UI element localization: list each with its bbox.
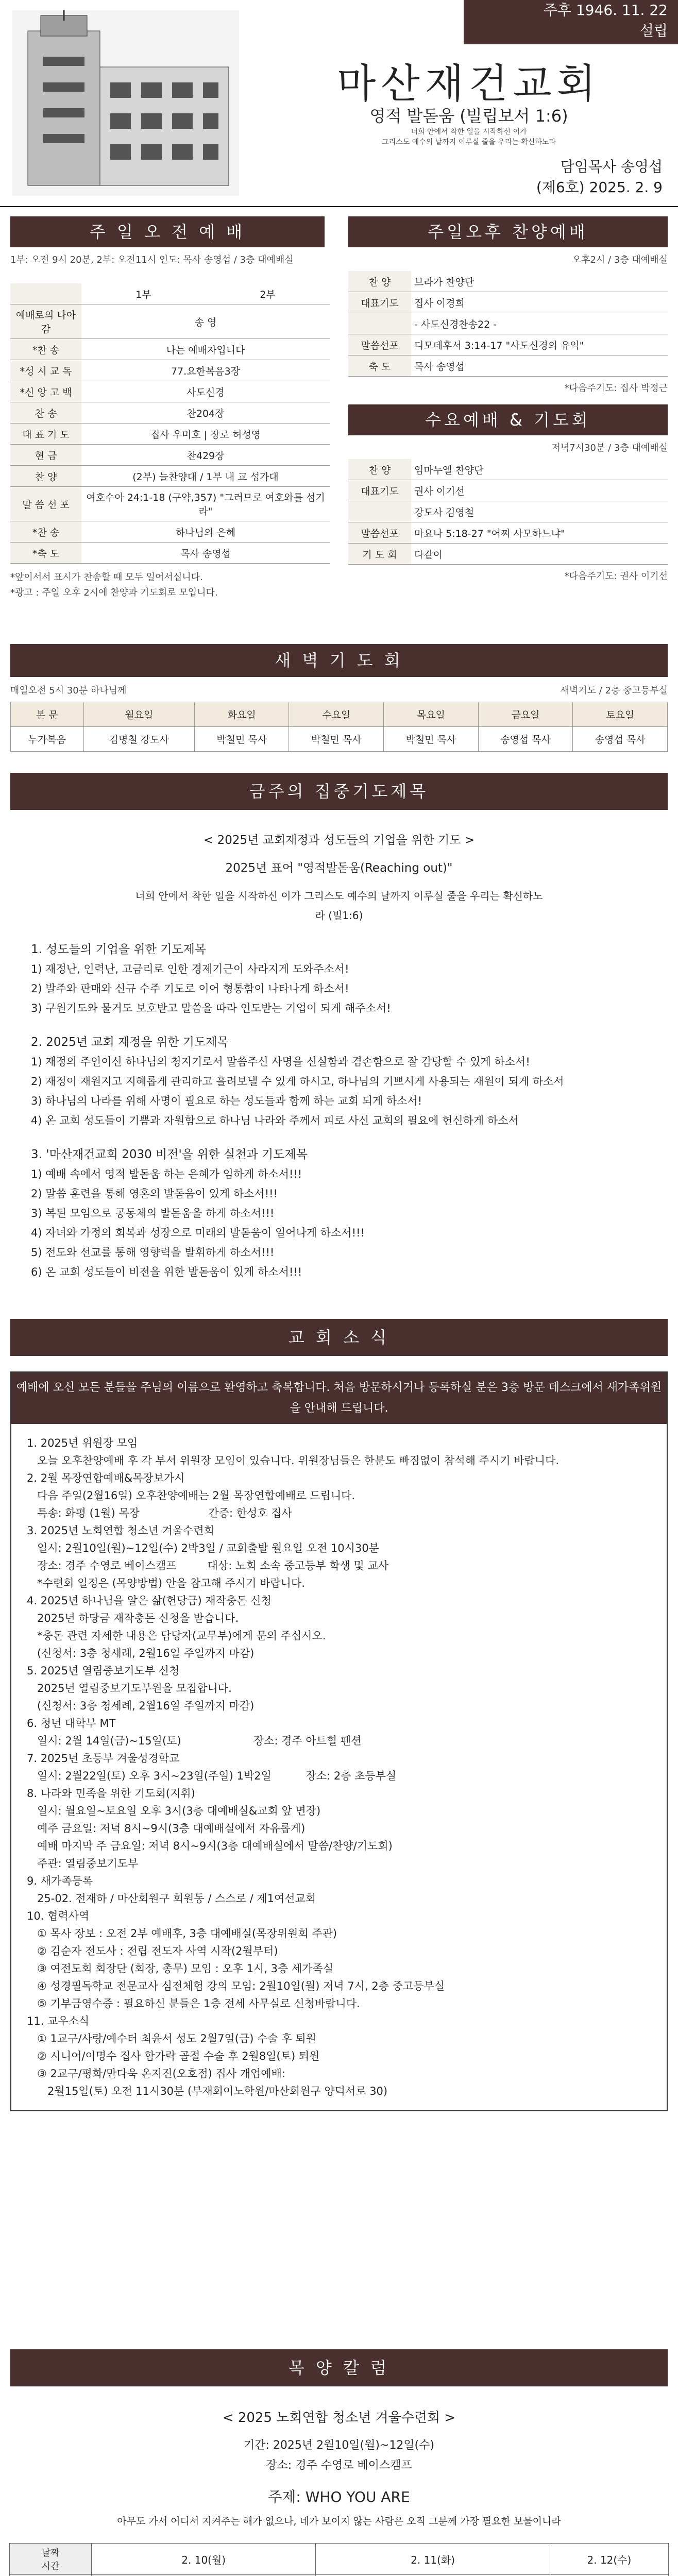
order-value: 송 영 [81, 304, 330, 339]
news-line: ③ 여전도회 회장단 (회장, 총무) 모임 : 오후 1시, 3층 세가족실 [27, 1962, 334, 1975]
morning-order-rows [10, 304, 330, 564]
afternoon-footnote: *다음주기도: 집사 박정근 [564, 383, 668, 394]
schedule-verse: 아무도 가서 어디서 지켜주는 해가 없으나, 네가 보이지 않는 사람은 오직 그분께 가장 필요한 보물이니라 [117, 2516, 561, 2527]
news-line: 8. 나라와 민족을 위한 기도회(지휘) [27, 1787, 195, 1800]
order-value: 다같이 [411, 544, 668, 565]
schedule-theme: 주제: WHO YOU ARE [268, 2488, 410, 2505]
table-cell: 김명철 강도사 [83, 727, 194, 752]
worship-order-row [348, 501, 668, 522]
order-label: *성 시 교 독 [10, 360, 81, 381]
header-verse [289, 127, 649, 147]
news-line: 예주 금요일: 저녁 8시~9시(3층 대예배실에서 자유롭게) [27, 1822, 306, 1835]
order-label: 대표기도 [348, 480, 411, 501]
morning-worship-section [0, 216, 335, 599]
order-label: 예배로의 나아감 [10, 304, 81, 339]
topic-item: 3) 하나님의 나라를 위해 사명이 필요로 하는 성도들과 함께 하는 교회 되게 하소서! [31, 1095, 422, 1107]
news-line: 2월15일(토) 오전 11시30분 (부재회이노학원/마산회원구 양덕서로 30) [27, 2085, 388, 2097]
order-value: 브라가 찬양단 [411, 271, 668, 292]
prayer-topics-section [0, 773, 678, 1287]
order-label: *신 앙 고 백 [10, 381, 81, 402]
order-label: *찬 송 [10, 521, 81, 543]
worship-order-row [10, 304, 330, 339]
order-value: 목사 송영섭 [81, 543, 330, 564]
topic-item: 4) 자녀와 가정의 회복과 성장으로 미래의 발돋움이 일어나게 하소서!!! [31, 1227, 365, 1239]
morning-footnote: *앞이서서 표시가 찬송할 때 모두 일어서십니다. [10, 572, 203, 583]
order-value: (2부) 늘찬양대 / 1부 내 교 성가대 [81, 466, 330, 487]
order-value: 77.요한복음3장 [81, 360, 330, 381]
news-line: (신청서: 3층 청세례, 2월16일 주일까지 마감) [27, 1647, 255, 1659]
prayer-header-row [11, 702, 668, 727]
worship-order-row [10, 423, 330, 445]
bulletin-motto: 영적 발돋움 (빌립보서 1:6) [369, 106, 568, 126]
prayer-topics-body [0, 810, 678, 1287]
column-header: 화요일 [194, 702, 289, 727]
issue-number: (제6호) 2025. 2. 9 [536, 179, 663, 196]
table-cell: 송영섭 목사 [573, 727, 668, 752]
header-verse-line: 그리스도 예수의 날까지 이루실 줄을 우리는 확신하노라 [382, 138, 556, 146]
topic-item: 1) 재정난, 인력난, 고금리로 인한 경제기근이 사라지게 도와주소서! [31, 963, 349, 975]
worship-order-row [348, 459, 668, 480]
column-header: 1부 [81, 283, 206, 304]
news-line: *충돈 관련 자세한 내용은 담당자(교무부)에게 문의 주십시오. [27, 1630, 326, 1642]
column-header: 금요일 [478, 702, 573, 727]
news-line: 6. 청년 대학부 MT [27, 1717, 116, 1730]
worship-order-row [10, 466, 330, 487]
table-cell: 박철민 목사 [384, 727, 479, 752]
news-list [27, 1434, 651, 2100]
topics-subtitle: < 2025년 교회재정과 성도들의 기업을 위한 기도 > [204, 834, 474, 847]
worship-order-row [348, 522, 668, 544]
schedule-subtitle: < 2025 노회연합 청소년 겨울수련회 > [222, 2410, 456, 2426]
prayer-note-left: 매일오전 5시 30분 하나님께 [10, 685, 127, 696]
table-cell: 누가복음 [11, 727, 84, 752]
worship-order-row [10, 360, 330, 381]
church-name: 마산재건교회 [336, 61, 601, 107]
topic-heading: 2. 2025년 교회 재정을 위한 기도제목 [31, 1036, 229, 1049]
bulletin-header [0, 0, 678, 207]
news-line: 특송: 화평 (1월) 목장 간증: 한성호 집사 [27, 1507, 292, 1519]
order-label: 기 도 회 [348, 544, 411, 565]
church-building-image [12, 10, 239, 196]
topics-motto-verse: 너희 안에서 착한 일을 시작하신 이가 그리스도 예수의 날까지 이루실 줄을 우리는 확신하노라 (빌1:6) [135, 890, 543, 922]
day-header: 2. 11(화) [316, 2544, 550, 2575]
order-value: 목사 송영섭 [411, 355, 668, 377]
news-line: *수련회 일정은 (목양방법) 안을 참고해 주시기 바랍니다. [27, 1577, 305, 1589]
morning-footnote: *광고 : 주일 오후 2시에 찬양과 기도회로 모입니다. [10, 587, 218, 598]
order-label: 현 금 [10, 445, 81, 466]
news-line: ③ 2교구/평화/만다욱 온지진(오호점) 집사 개업예배: [27, 2067, 285, 2080]
afternoon-note: 오후2시 / 3층 대예배실 [572, 255, 668, 265]
schedule-place: 장소: 경주 수영로 베이스캠프 [266, 2459, 412, 2472]
section-title: 주 일 오 전 예 배 [10, 216, 325, 247]
news-line: 5. 2025년 열림중보기도부 신청 [27, 1665, 180, 1677]
day-header: 2. 10(월) [92, 2544, 316, 2575]
order-value: 집사 이경희 [411, 292, 668, 313]
news-line: 일시: 2월 14일(금)~15일(토) 장소: 경주 아트힐 펜션 [27, 1735, 362, 1747]
column-header: 2부 [206, 283, 330, 304]
order-label: 말씀선포 [348, 334, 411, 355]
section-title: 새 벽 기 도 회 [10, 644, 668, 677]
order-label [348, 313, 411, 334]
founding-date: 주후 1946. 11. 22 [543, 2, 668, 19]
news-line: 1. 2025년 위원장 모임 [27, 1437, 138, 1449]
worship-order-row [10, 339, 330, 360]
news-line: 4. 2025년 하나님을 알은 삶(헌당금) 재작충돈 신청 [27, 1595, 272, 1607]
worship-order-row [10, 381, 330, 402]
news-line: 2025년 하당금 재작충돈 신청을 받습니다. [27, 1612, 239, 1624]
corner-bottom: 시간 [41, 2561, 60, 2572]
schedule-corner [10, 2544, 92, 2575]
news-line: 일시: 2월10일(월)~12일(수) 2박3일 / 교회출발 월요일 오전 10시30분 [27, 1542, 379, 1554]
order-label [348, 501, 411, 522]
worship-order-row [348, 480, 668, 501]
order-label: 찬 양 [10, 466, 81, 487]
news-line: 오늘 오후찬양예배 후 각 부서 위원장 모임이 있습니다. 위원장님들은 한분도 빠짐없이 참석해 주시기 바랍니다. [27, 1454, 560, 1467]
morning-note: 1부: 오전 9시 20분, 2부: 오전11시 인도: 목사 송영섭 / 3층 대예배실 [10, 255, 294, 265]
schedule-period: 기간: 2025년 2월10일(월)~12일(수) [243, 2439, 435, 2452]
pastor-name: 담임목사 송영섭 [560, 158, 663, 175]
dawn-prayer-section [0, 644, 678, 752]
order-value: 찬429장 [81, 445, 330, 466]
news-line: ⑤ 기부금영수증 : 필요하신 분들은 1층 전세 사무실로 신청바랍니다. [27, 1997, 360, 2010]
topic-item: 2) 발주와 판매와 신규 수주 기도로 이어 형통함이 나타나게 하소서! [31, 982, 349, 995]
order-value: 집사 우미호 | 장로 허성영 [81, 423, 330, 445]
news-line: 2025년 열림중보기도부원을 모집합니다. [27, 1682, 232, 1694]
order-label: 찬 양 [348, 271, 411, 292]
news-lead: 예배에 오신 모든 분들을 주님의 이름으로 환영하고 축복합니다. 처음 방문하시거나 등록하실 분은 3층 방문 데스크에서 새가족위원을 안내해 드립니다. [11, 1372, 667, 1424]
topics-motto: 2025년 표어 "영적발돋움(Reaching out)" [225, 861, 453, 875]
order-label: 찬 양 [348, 459, 411, 480]
order-label: 대표기도 [348, 292, 411, 313]
prayer-leader-row [11, 727, 668, 752]
news-line: ② 시니어/이명수 집사 함가락 골절 수술 후 2월8일(토) 퇴원 [27, 2050, 320, 2062]
order-value: 여호수아 24:1-18 (구약,357) "그러므로 여호와를 섬기라" [81, 487, 330, 521]
side-worship-section [343, 216, 678, 586]
section-title: 주일오후 찬양예배 [348, 216, 668, 247]
topic-item: 4) 온 교회 성도들이 기쁨과 자원함으로 하나님 나라와 주께서 피로 사신 교회의 필요에 헌신하게 하소서 [31, 1114, 519, 1127]
order-label: 말씀선포 [348, 522, 411, 544]
worship-order-row [10, 487, 330, 521]
order-value: - 사도신경찬송22 - [411, 313, 668, 334]
news-line: ① 목사 장보 : 오전 2부 예배후, 3층 대예배실(목장위원회 주관) [27, 1927, 337, 1940]
news-line: (신청서: 3층 청세례, 2월16일 주일까지 마감) [27, 1700, 255, 1712]
news-line: 11. 교우소식 [27, 2015, 90, 2027]
worship-order-row [348, 334, 668, 355]
order-value: 사도신경 [81, 381, 330, 402]
worship-order-row [348, 271, 668, 292]
prayer-notes [10, 683, 668, 696]
topic-item: 2) 말씀 훈련을 통해 영혼의 발돋움이 있게 하소서!!! [31, 1188, 278, 1200]
wednesday-footnote: *다음주기도: 권사 이기선 [564, 571, 668, 582]
news-line: ② 김순자 전도사 : 전립 전도자 사역 시작(2월부터) [27, 1945, 278, 1957]
column-header: 수요일 [289, 702, 384, 727]
news-line: 25-02. 전재하 / 마산회원구 회원동 / 스스로 / 제1여선교회 [27, 1892, 316, 1905]
order-value: 나는 예배자입니다 [81, 339, 330, 360]
news-line: 일시: 월요일~토요일 오후 3시(3층 대예배실&교회 앞 면장) [27, 1805, 321, 1817]
wednesday-note: 저녁7시30분 / 3층 대예배실 [551, 443, 668, 453]
order-value: 권사 이기선 [411, 480, 668, 501]
afternoon-order-table [348, 271, 668, 377]
news-line: 다음 주일(2월16일) 오후찬양예배는 2월 목장연합예배로 드립니다. [27, 1489, 355, 1502]
table-cell: 박철민 목사 [289, 727, 384, 752]
prayer-note-right: 새벽기도 / 2층 중고등부실 [560, 685, 668, 696]
section-title: 교 회 소 식 [10, 1319, 668, 1356]
worship-order-row [10, 543, 330, 564]
header-verse-line: 너희 안에서 착한 일을 시작하신 이가 [411, 128, 527, 136]
worship-order-row [10, 521, 330, 543]
news-line: ④ 성경필독학교 전문교사 심전체험 강의 모임: 2월10일(월) 저녁 7시, 2층 중고등부실 [27, 1980, 445, 1992]
topic-heading: 3. '마산재건교회 2030 비전'을 위한 실천과 기도제목 [31, 1148, 308, 1161]
news-line: 일시: 2월22일(토) 오후 3시~23일(주일) 1박2일 장소: 2층 초등부실 [27, 1770, 397, 1782]
worship-order-row [348, 292, 668, 313]
news-line: 주관: 열림중보기도부 [27, 1857, 139, 1870]
news-line: 장소: 경주 수영로 베이스캠프 대상: 노회 소속 중고등부 학생 및 교사 [27, 1560, 389, 1572]
pastor-info [536, 157, 663, 198]
order-value: 디모데후서 3:14-17 "사도신경의 유익" [411, 334, 668, 355]
news-box [10, 1371, 668, 2111]
news-line: 예배 마지막 주 금요일: 저녁 8시~9시(3층 대예배실에서 말씀/찬양/기도회) [27, 1840, 393, 1852]
order-label: *찬 송 [10, 339, 81, 360]
worship-order-row [10, 445, 330, 466]
worship-order-row [348, 313, 668, 334]
worship-order-row [348, 544, 668, 565]
table-cell [10, 283, 81, 304]
topic-item: 6) 온 교회 성도들이 비전을 위한 발돋움이 있게 하소서!!! [31, 1266, 302, 1278]
founding-label: 설립 [639, 22, 668, 39]
news-line: 10. 협력사역 [27, 1910, 90, 1922]
table-cell: 송영섭 목사 [478, 727, 573, 752]
column-header: 토요일 [573, 702, 668, 727]
topic-item: 1) 예배 속에서 영적 발돋움 하는 은혜가 임하게 하소서!!! [31, 1168, 302, 1180]
order-label: *축 도 [10, 543, 81, 564]
order-label: 찬 송 [10, 402, 81, 423]
section-title: 수요예배 & 기도회 [348, 404, 668, 435]
section-title: 금주의 집중기도제목 [10, 773, 668, 810]
section-title: 목 양 칼 럼 [10, 2349, 668, 2386]
prayer-schedule-table [10, 702, 668, 752]
order-value: 강도사 김영철 [411, 501, 668, 522]
order-label: 축 도 [348, 355, 411, 377]
worship-order-row [348, 355, 668, 377]
day-header: 2. 12(수) [550, 2544, 668, 2575]
order-label: 대 표 기 도 [10, 423, 81, 445]
table-cell: 박철민 목사 [194, 727, 289, 752]
church-news-section [0, 1319, 678, 2127]
order-value: 임마누엘 찬양단 [411, 459, 668, 480]
topic-item: 3) 복된 모임으로 공동체의 발돋움을 하게 하소서!!! [31, 1207, 275, 1219]
news-line: ① 1교구/사랑/예수터 최윤서 성도 2월7일(금) 수술 후 퇴원 [27, 2032, 316, 2045]
order-value: 찬204장 [81, 402, 330, 423]
column-header: 목요일 [384, 702, 479, 727]
topics-list [31, 940, 647, 1282]
topic-heading: 1. 성도들의 기업을 위한 기도제목 [31, 943, 207, 956]
date-banner [464, 0, 678, 44]
news-line: 3. 2025년 노회연합 청소년 겨울수련회 [27, 1524, 214, 1537]
worship-order-row [10, 402, 330, 423]
topic-item: 5) 전도와 선교를 통해 영향력을 발휘하게 하소서!!! [31, 1246, 275, 1259]
corner-top: 날짜 [41, 2548, 60, 2558]
pastoral-column-section [0, 2349, 678, 2576]
schedule-table [9, 2543, 669, 2576]
news-line: 9. 새가족등록 [27, 1875, 93, 1887]
order-value: 하나님의 은혜 [81, 521, 330, 543]
column-header: 월요일 [83, 702, 194, 727]
news-line: 2. 2월 목장연합예배&목장보가시 [27, 1472, 185, 1484]
topic-item: 2) 재정이 재원지고 지혜롭게 관리하고 흘려보낼 수 있게 하시고, 하나님의 기쁘시게 사용되는 재원이 되게 하소서 [31, 1075, 564, 1088]
column-header: 본 문 [11, 702, 84, 727]
schedule-header-row [10, 2544, 669, 2575]
order-value: 마요나 5:18-27 "어찌 사모하느냐" [411, 522, 668, 544]
news-line: 7. 2025년 초등부 겨울성경학교 [27, 1752, 180, 1765]
topic-item: 1) 재정의 주인이신 하나님의 청지기로서 말씀주신 사명을 신실함과 겸손함으로 잘 감당할 수 있게 하소서! [31, 1056, 530, 1068]
morning-order-table [10, 283, 330, 304]
order-label: 말 씀 선 포 [10, 487, 81, 521]
topic-item: 3) 구원기도와 물거도 보호받고 말씀을 따라 인도받는 기업이 되게 해주소서! [31, 1002, 391, 1014]
wednesday-order-table [348, 459, 668, 565]
